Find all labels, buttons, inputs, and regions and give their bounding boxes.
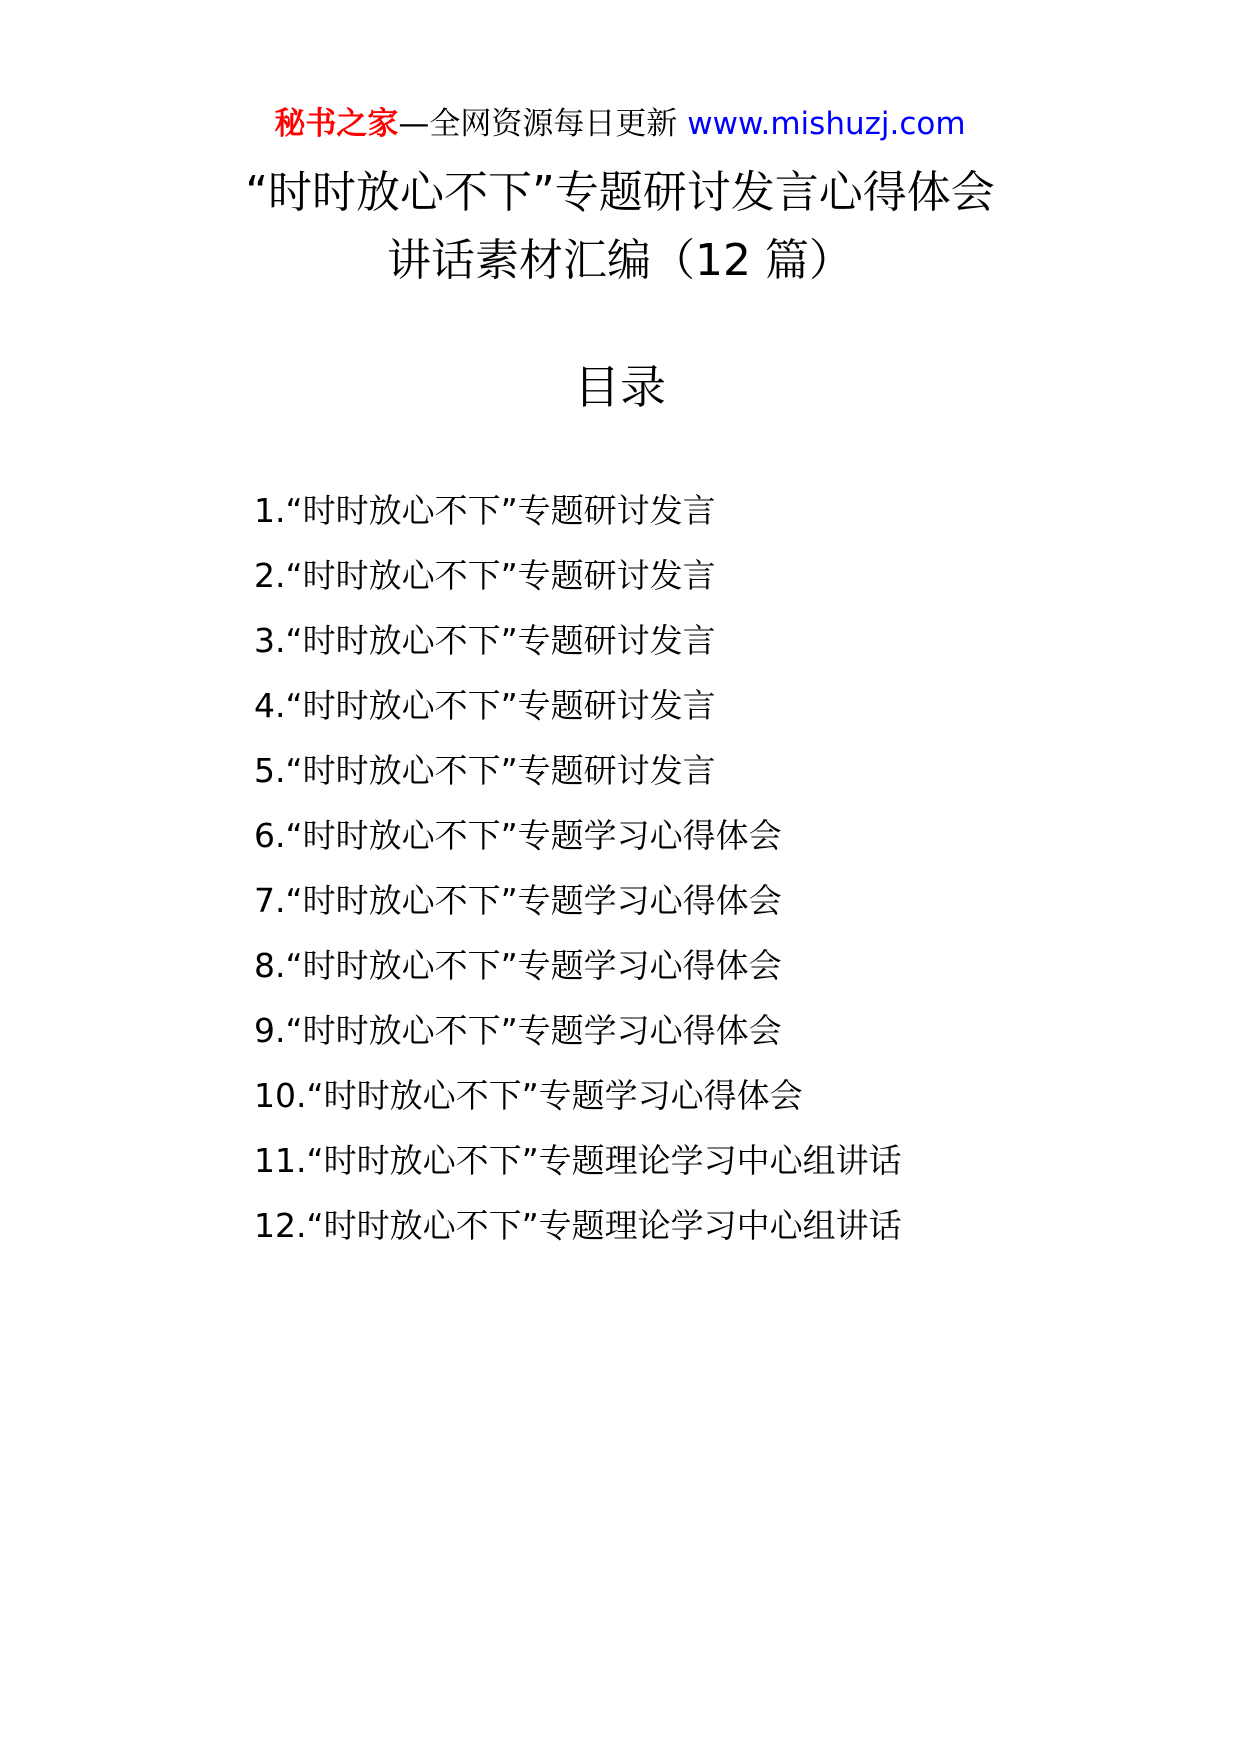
- toc-item: 5.“时时放心不下”专题研讨发言: [254, 751, 716, 790]
- toc-item: 11.“时时放心不下”专题理论学习中心组讲话: [254, 1141, 902, 1180]
- toc-item: 4.“时时放心不下”专题研讨发言: [254, 686, 716, 725]
- toc-item: 12.“时时放心不下”专题理论学习中心组讲话: [254, 1206, 902, 1245]
- toc-item: 3.“时时放心不下”专题研讨发言: [254, 621, 716, 660]
- toc-item: 1.“时时放心不下”专题研讨发言: [254, 491, 716, 530]
- document-title-line-2: 讲话素材汇编（12 篇）: [387, 235, 853, 286]
- site-url-link[interactable]: www.mishuzj.com: [687, 106, 966, 142]
- toc-list: [254, 484, 902, 1264]
- header-tagline: —全网资源每日更新: [398, 106, 678, 142]
- toc-item: 2.“时时放心不下”专题研讨发言: [254, 556, 716, 595]
- brand-name: 秘书之家: [274, 106, 399, 142]
- toc-item: 9.“时时放心不下”专题学习心得体会: [254, 1011, 782, 1050]
- toc-item: 7.“时时放心不下”专题学习心得体会: [254, 881, 782, 920]
- toc-heading: 目录: [574, 360, 666, 414]
- site-header: [0, 100, 1240, 148]
- document-title-line-1: “时时放心不下”专题研讨发言心得体会: [245, 167, 995, 218]
- toc-item: 10.“时时放心不下”专题学习心得体会: [254, 1076, 803, 1115]
- toc-item: 6.“时时放心不下”专题学习心得体会: [254, 816, 782, 855]
- toc-item: 8.“时时放心不下”专题学习心得体会: [254, 946, 782, 985]
